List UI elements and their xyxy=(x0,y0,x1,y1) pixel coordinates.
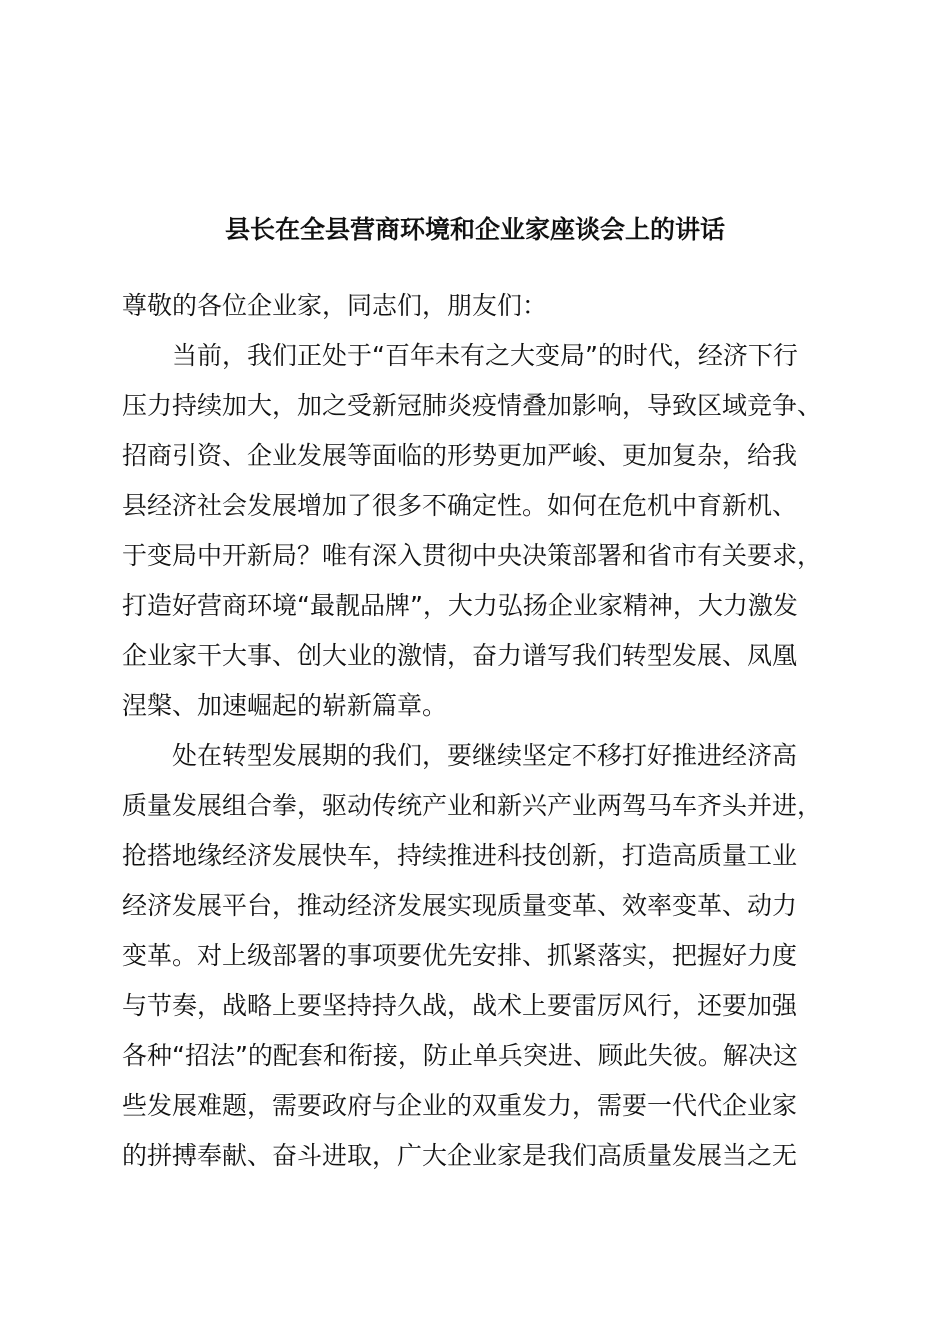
paragraph-2-line: 处在转型发展期的我们，要继续坚定不移打好推进经济高 xyxy=(172,741,798,770)
paragraph-2-line: 变革。对上级部署的事项要优先安排、抓紧落实，把握好力度 xyxy=(122,941,798,970)
paragraph-1-line: 涅槃、加速崛起的崭新篇章。 xyxy=(122,691,448,720)
document-title: 县长在全县营商环境和企业家座谈会上的讲话 xyxy=(224,215,725,244)
paragraph-1-line: 当前，我们正处于“百年未有之大变局”的时代，经济下行 xyxy=(172,341,798,370)
paragraph-1-line: 招商引资、企业发展等面临的形势更加严峻、更加复杂，给我 xyxy=(122,441,798,470)
paragraph-1-line: 打造好营商环境“最靓品牌”，大力弘扬企业家精神，大力激发 xyxy=(122,591,798,620)
paragraph-2-line: 与节奏，战略上要坚持持久战，战术上要雷厉风行，还要加强 xyxy=(122,991,798,1020)
paragraph-1-line: 于变局中开新局？唯有深入贯彻中央决策部署和省市有关要求， xyxy=(122,541,823,570)
paragraph-2-line: 的拼搏奉献、奋斗进取，广大企业家是我们高质量发展当之无 xyxy=(122,1141,798,1170)
paragraph-2-line: 各种“招法”的配套和衔接，防止单兵突进、顾此失彼。解决这 xyxy=(122,1041,798,1070)
paragraph-1-line: 企业家干大事、创大业的激情，奋力谱写我们转型发展、凤凰 xyxy=(122,641,798,670)
paragraph-2-line: 经济发展平台，推动经济发展实现质量变革、效率变革、动力 xyxy=(122,891,798,920)
salutation: 尊敬的各位企业家，同志们，朋友们： xyxy=(122,291,548,320)
paragraph-2-line: 些发展难题，需要政府与企业的双重发力，需要一代代企业家 xyxy=(122,1091,798,1120)
paragraph-2-line: 抢搭地缘经济发展快车，持续推进科技创新，打造高质量工业 xyxy=(122,841,798,870)
paragraph-2-line: 质量发展组合拳，驱动传统产业和新兴产业两驾马车齐头并进， xyxy=(122,791,823,820)
paragraph-1-line: 县经济社会发展增加了很多不确定性。如何在危机中育新机、 xyxy=(122,491,798,520)
paragraph-1-line: 压力持续加大，加之受新冠肺炎疫情叠加影响，导致区域竞争、 xyxy=(122,391,823,420)
